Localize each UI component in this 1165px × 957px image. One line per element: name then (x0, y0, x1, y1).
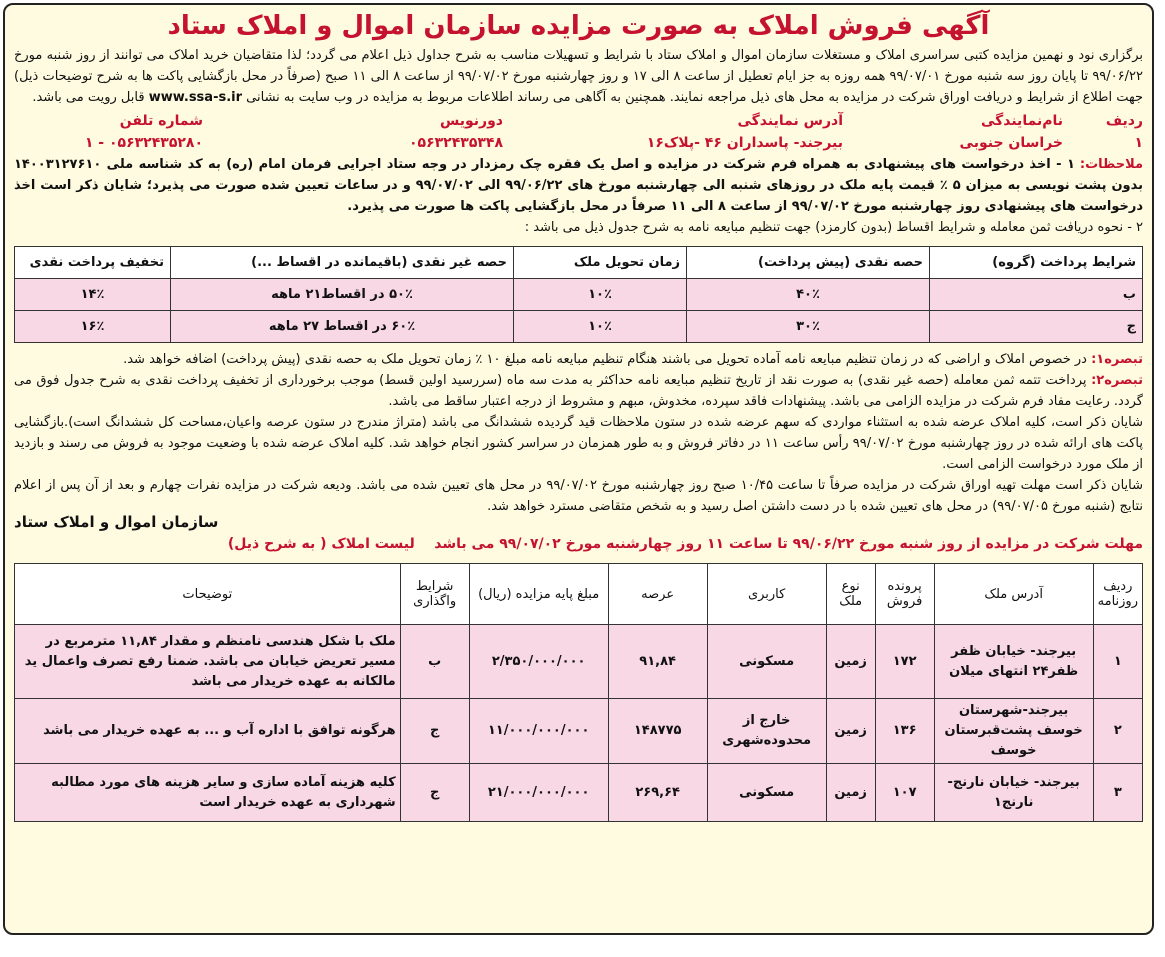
payment-cell: ۵۰٪ در اقساط۲۱ ماهه (171, 279, 514, 311)
tabsare-1-label: تبصره۱: (1091, 352, 1143, 367)
property-cell: ۱۴۸۷۷۵ (608, 699, 707, 764)
note-2: ۲ - نحوه دریافت ثمن معامله و شرایط اقساط (بدون کارمزد) جهت تنظیم مبایعه نامه به شرح جدول ذیل می باشد : (524, 220, 1143, 235)
signature: سازمان اموال و املاک ستاد (14, 513, 219, 531)
property-cell: ۲ (1093, 699, 1142, 764)
property-cell: بیرجند- خیابان ظفر ظفر۲۴ انتهای میلان (934, 625, 1093, 699)
property-cell: ۱۷۲ (875, 625, 934, 699)
properties-header: شرایط واگذاری (400, 564, 469, 625)
payment-cell: ۴۰٪ (687, 279, 930, 311)
contact-agency-address: بیرجند- پاسداران ۴۶ -پلاک۱۶ (646, 135, 843, 151)
payment-cell: ۳۰٪ (687, 311, 930, 343)
property-row (15, 699, 1143, 764)
property-cell: ۱۰۷ (875, 764, 934, 822)
properties-header: مبلغ پایه مزایده (ریال) (469, 564, 608, 625)
list-label: لیست املاک ( به شرح ذیل) (227, 536, 415, 552)
contact-header-name: نام‌نمایندگی (980, 113, 1063, 129)
properties-header-row (15, 564, 1143, 625)
tabsare-1-text: در خصوص املاک و اراضی که در زمان تنظیم مبایعه نامه آماده تحویل می باشند هنگام تنظیم مبایعه نامه مبلغ ۱۰ ٪ زمان تحویل ملک به حصه نقدی (پیش پرداخت) اضافه خواهد شد. (123, 352, 1087, 367)
payment-cell: ۱۶٪ (15, 311, 171, 343)
properties-header: آدرس ملک (934, 564, 1093, 625)
payment-header: تخفیف پرداخت نقدی (15, 247, 171, 279)
contact-header-address: آدرس نمایندگی (737, 113, 843, 129)
property-cell: خارج از محدوده‌شهری (707, 699, 826, 764)
payment-header: شرایط پرداخت (گروه) (930, 247, 1143, 279)
properties-header: ردیف روزنامه (1093, 564, 1142, 625)
payment-cell: ۱۰٪ (514, 279, 687, 311)
property-cell: کلیه هزینه آماده سازی و سایر هزینه های مورد مطالبه شهرداری به عهده خریدار است (15, 764, 401, 822)
page-title: آگهی فروش املاک به صورت مزایده سازمان اموال و املاک ستاد (167, 11, 990, 41)
notes-label: ملاحظات: (1079, 157, 1143, 172)
property-cell: ۲/۳۵۰/۰۰۰/۰۰۰ (469, 625, 608, 699)
deadline-text: مهلت شرکت در مزایده از روز شنبه مورخ ۹۹/۰۶/۲۲ تا ساعت ۱۱ روز چهارشنبه مورخ ۹۹/۰۷/۰۲ می باشد (434, 536, 1143, 552)
property-cell: ۲۱/۰۰۰/۰۰۰/۰۰۰ (469, 764, 608, 822)
property-cell: زمین (826, 764, 875, 822)
property-cell: ۹۱,۸۴ (608, 625, 707, 699)
property-cell: ۳ (1093, 764, 1142, 822)
deadline-line (14, 533, 1143, 555)
property-cell: زمین (826, 699, 875, 764)
contact-fax: ۰۵۶۳۲۴۳۵۳۴۸ (409, 135, 503, 151)
tabsare-2-label: تبصره۲: (1091, 373, 1143, 388)
property-cell: ۱ (1093, 625, 1142, 699)
properties-header: پرونده فروش (875, 564, 934, 625)
payment-header: حصه غیر نقدی (باقیمانده در اقساط ...) (171, 247, 514, 279)
property-cell: ۱۳۶ (875, 699, 934, 764)
payment-cell: ۱۰٪ (514, 311, 687, 343)
payment-header: زمان تحویل ملک (514, 247, 687, 279)
contact-phone: ۰۵۶۳۲۴۳۵۲۸۰ - ۱ (84, 135, 203, 151)
property-cell: ب (400, 625, 469, 699)
payment-table (14, 246, 1143, 343)
property-cell: ج (400, 699, 469, 764)
property-cell: مسکونی (707, 764, 826, 822)
contact-header-row: ردیف (1105, 113, 1143, 129)
property-cell: بیرجند- خیابان نارنج- نارنج۱ (934, 764, 1093, 822)
contact-row-number: ۱ (1134, 135, 1143, 151)
paragraph-3: شایان ذکر است، کلیه املاک عرضه شده به استثناء مواردی که سهم عرضه شده در ستون ملاحظات قید گردیده ششدانگ می باشد (متراژ مندرج در ستون عرصه واعیان،مساحت کل ششدانگ است).بازگشایی پاکت های ارائه شده در روز چهارشنبه مورخ ۹۹/۰۷/۰۲ رأس ساعت ۱۱ در دفاتر فروش و به طور همزمان در سراسر کشور انجام خواهد شد. کلیه املاک عرضه شده با وضعیت موجود به فروش می رسند و بازدید از ملک مورد درخواست الزامی است. (14, 415, 1143, 472)
properties-header: توضیحات (15, 564, 401, 625)
payment-cell: ج (930, 311, 1143, 343)
properties-header: نوع ملک (826, 564, 875, 625)
payment-cell: ب (930, 279, 1143, 311)
property-cell: مسکونی (707, 625, 826, 699)
payment-header: حصه نقدی (پیش پرداخت) (687, 247, 930, 279)
properties-header: عرصه (608, 564, 707, 625)
contact-block (14, 110, 1143, 154)
tabsare-2-text: پرداخت تتمه ثمن معامله (حصه غیر نقدی) به صورت نقد از تاریخ تنظیم مبایعه نامه حداکثر به مدت سه ماه (سررسید اولین قسط) موجب برخورداری از تخفیف پرداخت نقدی به شرح جدول فوق می گردد. رعایت مفاد فرم شرکت در مزایده الزامی می باشد. پیشنهادات فاقد سپرده، مخدوش، مبهم و مشروط از درجه اعتبار ساقط می باشد. (14, 373, 1143, 409)
tabsare-2 (14, 370, 1143, 412)
property-cell: زمین (826, 625, 875, 699)
property-cell: بیرجند-شهرستان خوسف پشت‌قبرستان خوسف (934, 699, 1093, 764)
contact-header-phone: شماره تلفن (119, 113, 203, 129)
intro-text: برگزاری نود و نهمین مزایده کتبی سراسری املاک و مستغلات سازمان اموال و املاک ستاد با شرایط و تسهیلات مناسب به شرح جداول ذیل اعلام می گردد؛ لذا متقاضیان خرید املاک می توانند از روز شنبه مورخ ۹۹/۰۶/۲۲ تا پایان روز سه شنبه مورخ ۹۹/۰۷/۰۱ همه روزه به جز ایام تعطیل از ساعت ۸ الی ۱۷ و روز چهارشنبه مورخ ۹۹/۰۷/۰۲ از ساعت ۸ الی ۱۱ صبح (صرفاً در محل بازگشایی پاکت ها به شرح توضیحات ذیل) جهت اطلاع از شرایط و دریافت اوراق شرکت در مزایده به محل های ذیل مراجعه نمایند. همچنین به آگاهی می رساند اطلاعات مربوط به مزایده در وب سایت به نشانی (14, 48, 1143, 105)
contact-agency-name: خراسان جنوبی (959, 135, 1063, 151)
payment-cell: ۱۴٪ (15, 279, 171, 311)
contact-header-fax: دورنویس (439, 113, 503, 129)
payment-row (15, 311, 1143, 343)
properties-table (14, 563, 1143, 822)
website-link[interactable]: www.ssa-s.ir (148, 90, 243, 105)
intro-paragraph (14, 45, 1143, 108)
properties-header: کاربری (707, 564, 826, 625)
property-cell: ملک با شکل هندسی نامنظم و مقدار ۱۱,۸۴ مترمربع در مسیر تعریض خیابان می باشد. ضمنا رفع تصرف واعمال ید مالکانه به عهده خریدار می باشد (15, 625, 401, 699)
payment-header-row (15, 247, 1143, 279)
advertisement-page (3, 3, 1154, 935)
property-row (15, 625, 1143, 699)
payment-cell: ۶۰٪ در اقساط ۲۷ ماهه (171, 311, 514, 343)
property-cell: ۲۶۹,۶۴ (608, 764, 707, 822)
note-1 (14, 154, 1143, 217)
note-1-text: ۱ - اخذ درخواست های پیشنهادی به همراه فرم شرکت در مزایده و اصل یک فقره چک رمزدار در وجه ستاد اجرایی فرمان امام (ره) به کد شناسه ملی ۱۴۰۰۳۱۲۷۶۱۰ بدون پشت نویسی به میزان ۵ ٪ قیمت پایه ملک در روزهای شنبه الی چهارشنبه مورخ های ۹۹/۰۶/۲۲ الی ۹۹/۰۷/۰۲ و در ساعات تعیین شده صورت می پذیرد؛ شایان ذکر است اخذ درخواست های پیشنهادی روز چهارشنبه مورخ ۹۹/۰۷/۰۲ از ساعت ۸ الی ۱۱ صرفاً در محل بازگشایی پاکت ها صورت می پذیرد. (14, 157, 1144, 214)
property-cell: ۱۱/۰۰۰/۰۰۰/۰۰۰ (469, 699, 608, 764)
property-cell: هرگونه توافق با اداره آب و ... به عهده خریدار می باشد (15, 699, 401, 764)
property-cell: ج (400, 764, 469, 822)
tabsare-1 (14, 349, 1143, 370)
property-row (15, 764, 1143, 822)
paragraph-4: شایان ذکر است مهلت تهیه اوراق شرکت در مزایده صرفاً تا ساعت ۱۰/۴۵ صبح روز چهارشنبه مورخ ۹۹/۰۷/۰۲ در محل های تعیین شده می باشد. ودیعه شرکت در مزایده نفرات چهارم و بعد از آن پس از اعلام نتایج (شنبه مورخ ۹۹/۰۷/۰۵) در محل های تعیین شده با در دست داشتن اصل رسید و به شخص متقاضی مسترد خواهد شد. (14, 478, 1144, 514)
payment-row (15, 279, 1143, 311)
intro-end: قابل رویت می باشد. (32, 90, 145, 105)
